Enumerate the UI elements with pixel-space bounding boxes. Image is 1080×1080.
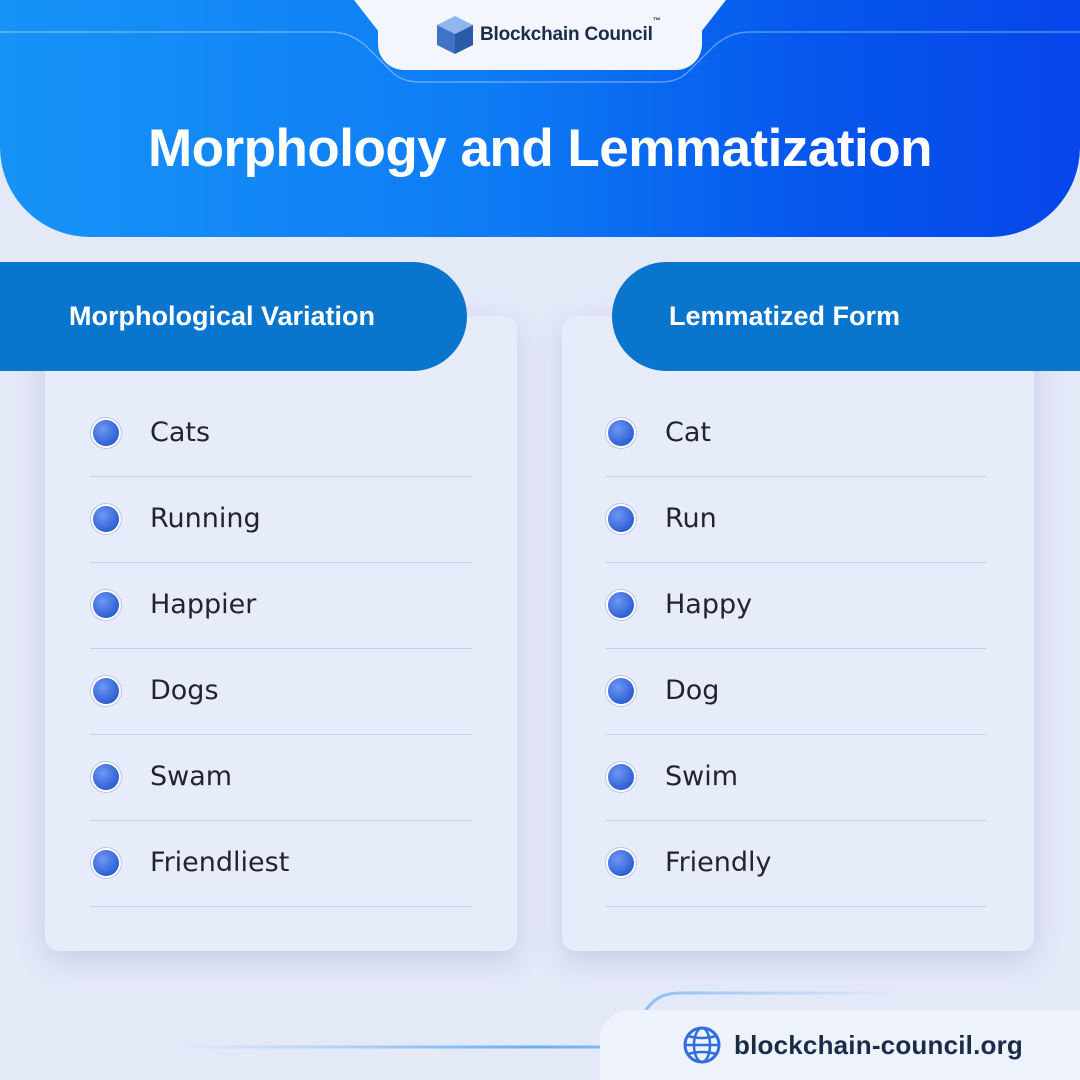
column-heading-lemmatized: Lemmatized Form bbox=[612, 262, 1080, 371]
bullet-icon bbox=[93, 850, 119, 876]
bullet-icon bbox=[93, 506, 119, 532]
bullet-icon bbox=[608, 506, 634, 532]
list-item bbox=[605, 649, 987, 735]
list-item bbox=[605, 563, 987, 649]
list-item-label: Friendliest bbox=[150, 847, 290, 878]
website-url: blockchain-council.org bbox=[734, 1029, 1023, 1060]
list-item bbox=[605, 391, 987, 477]
list-item bbox=[605, 821, 987, 907]
cube-icon bbox=[436, 15, 474, 55]
list-item-label: Cat bbox=[665, 417, 711, 448]
bullet-icon bbox=[608, 592, 634, 618]
list-item-label: Run bbox=[665, 503, 717, 534]
globe-icon bbox=[682, 1025, 722, 1065]
list-item-label: Swam bbox=[150, 761, 233, 792]
list-item-label: Cats bbox=[150, 417, 211, 448]
bullet-icon bbox=[608, 420, 634, 446]
list-item bbox=[90, 735, 472, 821]
column-heading-morphological: Morphological Variation bbox=[0, 262, 467, 371]
bullet-icon bbox=[93, 678, 119, 704]
list-item bbox=[90, 477, 472, 563]
list-item-label: Happier bbox=[150, 589, 257, 620]
lemmatized-list bbox=[605, 391, 987, 907]
footer-link[interactable] bbox=[682, 1025, 1023, 1065]
list-item bbox=[605, 735, 987, 821]
list-item-label: Dog bbox=[665, 675, 720, 706]
bullet-icon bbox=[608, 764, 634, 790]
list-item-label: Happy bbox=[665, 589, 753, 620]
list-item bbox=[90, 391, 472, 477]
bullet-icon bbox=[93, 764, 119, 790]
list-item bbox=[90, 563, 472, 649]
list-item bbox=[605, 477, 987, 563]
bullet-icon bbox=[93, 420, 119, 446]
list-item bbox=[90, 649, 472, 735]
list-item-label: Friendly bbox=[665, 847, 772, 878]
morphological-list bbox=[90, 391, 472, 907]
bullet-icon bbox=[608, 678, 634, 704]
brand-name: Blockchain Council™ bbox=[480, 16, 661, 45]
bullet-icon bbox=[93, 592, 119, 618]
page-title: Morphology and Lemmatization bbox=[148, 119, 932, 178]
list-item bbox=[90, 821, 472, 907]
list-item-label: Running bbox=[150, 503, 261, 534]
list-item-label: Dogs bbox=[150, 675, 219, 706]
brand-logo[interactable] bbox=[436, 14, 661, 56]
list-item-label: Swim bbox=[665, 761, 739, 792]
bullet-icon bbox=[608, 850, 634, 876]
